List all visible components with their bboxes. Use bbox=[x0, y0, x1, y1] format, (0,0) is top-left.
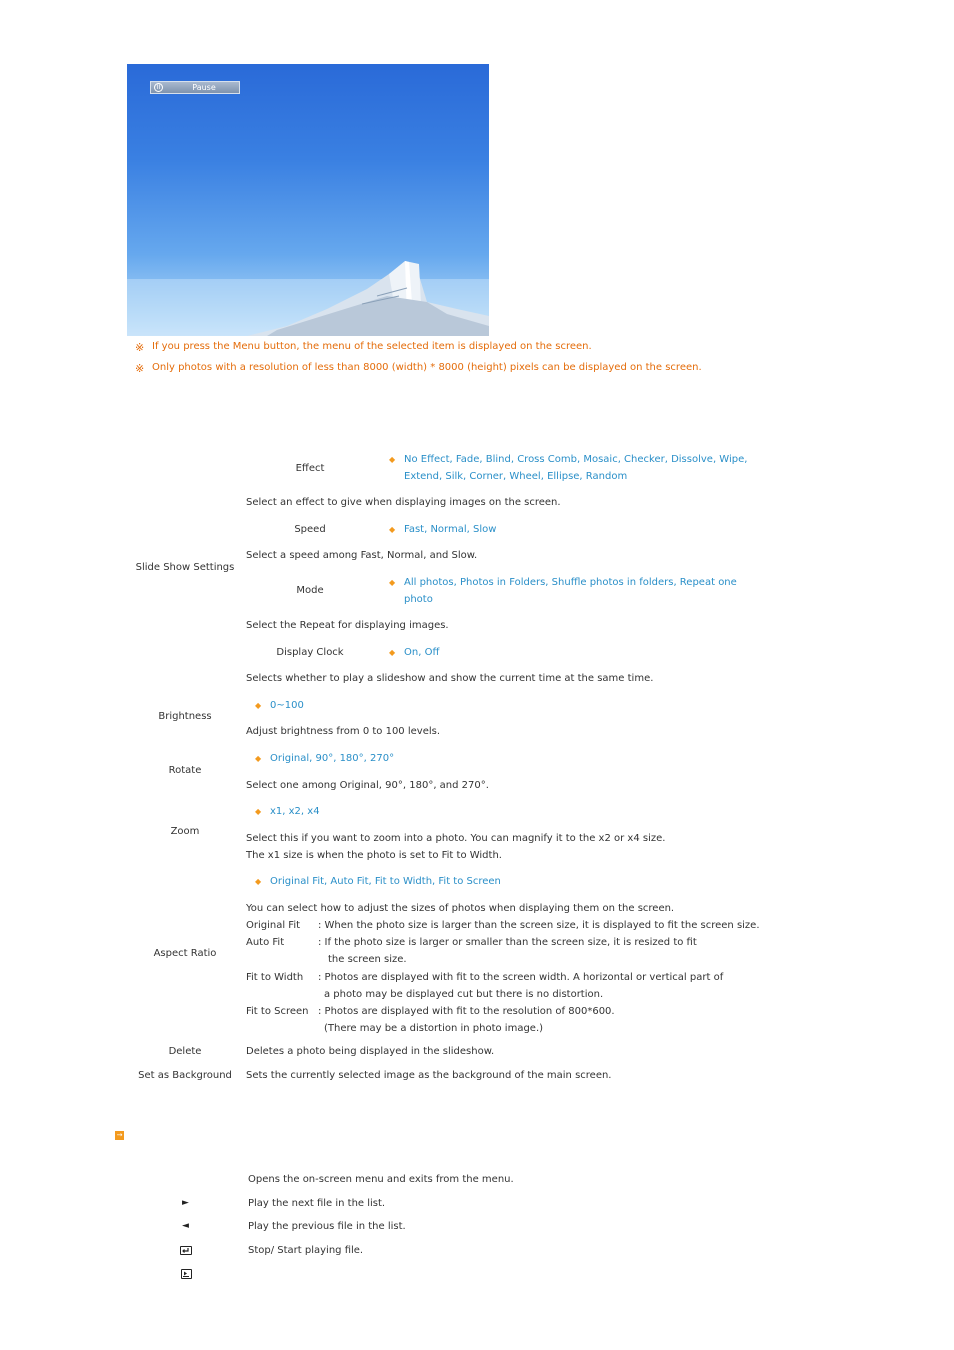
rotate-description: Select one among Original, 90°, 180°, and 270°. bbox=[246, 780, 489, 791]
bullet-diamond-icon: ◆ bbox=[389, 525, 396, 534]
mode-options-continued: photo bbox=[404, 594, 433, 605]
aspect-term: Fit to Screen bbox=[246, 1006, 309, 1017]
bullet-diamond-icon: ◆ bbox=[255, 701, 262, 710]
bullet-diamond-icon: ◆ bbox=[255, 807, 262, 816]
bullet-diamond-icon: ◆ bbox=[389, 578, 396, 587]
bullet-diamond-icon: ◆ bbox=[255, 754, 262, 763]
aspect-ratio-intro: You can select how to adjust the sizes of photos when displaying them on the screen. bbox=[246, 903, 675, 914]
mode-label: Mode bbox=[296, 585, 324, 596]
effect-options-continued: Extend, Silk, Corner, Wheel, Ellipse, Random bbox=[404, 471, 628, 482]
slide-show-settings-label: Slide Show Settings bbox=[135, 562, 235, 573]
aspect-term-desc: : When the photo size is larger than the screen size, it is displayed to fit the screen size. bbox=[318, 920, 760, 931]
note-mark-icon: ※ bbox=[135, 362, 145, 375]
bullet-diamond-icon: ◆ bbox=[255, 877, 262, 886]
note-text: If you press the Menu button, the menu of the selected item is displayed on the screen. bbox=[152, 341, 592, 352]
pause-label: Pause bbox=[192, 83, 216, 92]
section-arrow-icon: → bbox=[116, 1131, 123, 1139]
note-text: Only photos with a resolution of less than 8000 (width) * 8000 (height) pixels can be displayed on the screen. bbox=[152, 362, 702, 373]
brightness-description: Adjust brightness from 0 to 100 levels. bbox=[246, 726, 441, 737]
set-as-background-description: Sets the currently selected image as the background of the main screen. bbox=[246, 1070, 612, 1081]
brightness-options: 0~100 bbox=[270, 700, 304, 711]
aspect-term: Original Fit bbox=[246, 920, 301, 931]
aspect-term-desc-continued: (There may be a distortion in photo image.) bbox=[324, 1023, 544, 1034]
zoom-label: Zoom bbox=[170, 826, 200, 837]
source-icon bbox=[181, 1269, 192, 1279]
enter-icon bbox=[180, 1246, 192, 1255]
aspect-ratio-label: Aspect Ratio bbox=[153, 948, 217, 959]
zoom-description-continued: The x1 size is when the photo is set to Fit to Width. bbox=[246, 850, 502, 861]
display-clock-label: Display Clock bbox=[276, 647, 344, 658]
effect-label: Effect bbox=[295, 463, 325, 474]
mode-description: Select the Repeat for displaying images. bbox=[246, 620, 449, 631]
note-mark-icon: ※ bbox=[135, 341, 145, 354]
brightness-label: Brightness bbox=[158, 711, 212, 722]
set-as-background-label: Set as Background bbox=[138, 1070, 232, 1081]
mode-options: All photos, Photos in Folders, Shuffle photos in folders, Repeat one bbox=[404, 577, 737, 588]
zoom-description: Select this if you want to zoom into a photo. You can magnify it to the x2 or x4 size. bbox=[246, 833, 666, 844]
effect-description: Select an effect to give when displaying images on the screen. bbox=[246, 497, 561, 508]
bullet-diamond-icon: ◆ bbox=[389, 455, 396, 464]
display-clock-options: On, Off bbox=[404, 647, 440, 658]
display-clock-description: Selects whether to play a slideshow and show the current time at the same time. bbox=[246, 673, 654, 684]
speed-options: Fast, Normal, Slow bbox=[404, 524, 497, 535]
aspect-term: Fit to Width bbox=[246, 972, 304, 983]
rotate-label: Rotate bbox=[168, 765, 202, 776]
zoom-options: x1, x2, x4 bbox=[270, 806, 320, 817]
control-previous-description: Play the previous file in the list. bbox=[248, 1221, 406, 1232]
aspect-term: Auto Fit bbox=[246, 937, 285, 948]
next-arrow-icon: ► bbox=[182, 1198, 189, 1208]
pause-icon: II bbox=[154, 83, 163, 92]
aspect-ratio-options: Original Fit, Auto Fit, Fit to Width, Fit to Screen bbox=[270, 876, 501, 887]
aspect-term-desc-continued: the screen size. bbox=[328, 954, 407, 965]
pause-indicator bbox=[150, 81, 240, 94]
aspect-term-desc: : If the photo size is larger or smaller than the screen size, it is resized to fit bbox=[318, 937, 697, 948]
aspect-term-desc: : Photos are displayed with fit to the screen width. A horizontal or vertical part of bbox=[318, 972, 724, 983]
delete-label: Delete bbox=[168, 1046, 202, 1057]
rotate-options: Original, 90°, 180°, 270° bbox=[270, 753, 395, 764]
speed-description: Select a speed among Fast, Normal, and Slow. bbox=[246, 550, 478, 561]
previous-arrow-icon: ◄ bbox=[182, 1221, 189, 1231]
photo-preview bbox=[127, 64, 489, 336]
aspect-term-desc: : Photos are displayed with fit to the resolution of 800*600. bbox=[318, 1006, 615, 1017]
airplane-wing-image bbox=[127, 64, 489, 336]
control-next-description: Play the next file in the list. bbox=[248, 1198, 386, 1209]
aspect-term-desc-continued: a photo may be displayed cut but there is no distortion. bbox=[324, 989, 604, 1000]
speed-label: Speed bbox=[294, 524, 326, 535]
control-enter-description: Stop/ Start playing file. bbox=[248, 1245, 364, 1256]
effect-options: No Effect, Fade, Blind, Cross Comb, Mosaic, Checker, Dissolve, Wipe, bbox=[404, 454, 748, 465]
control-menu-description: Opens the on-screen menu and exits from the menu. bbox=[248, 1174, 514, 1185]
bullet-diamond-icon: ◆ bbox=[389, 648, 396, 657]
delete-description: Deletes a photo being displayed in the slideshow. bbox=[246, 1046, 495, 1057]
